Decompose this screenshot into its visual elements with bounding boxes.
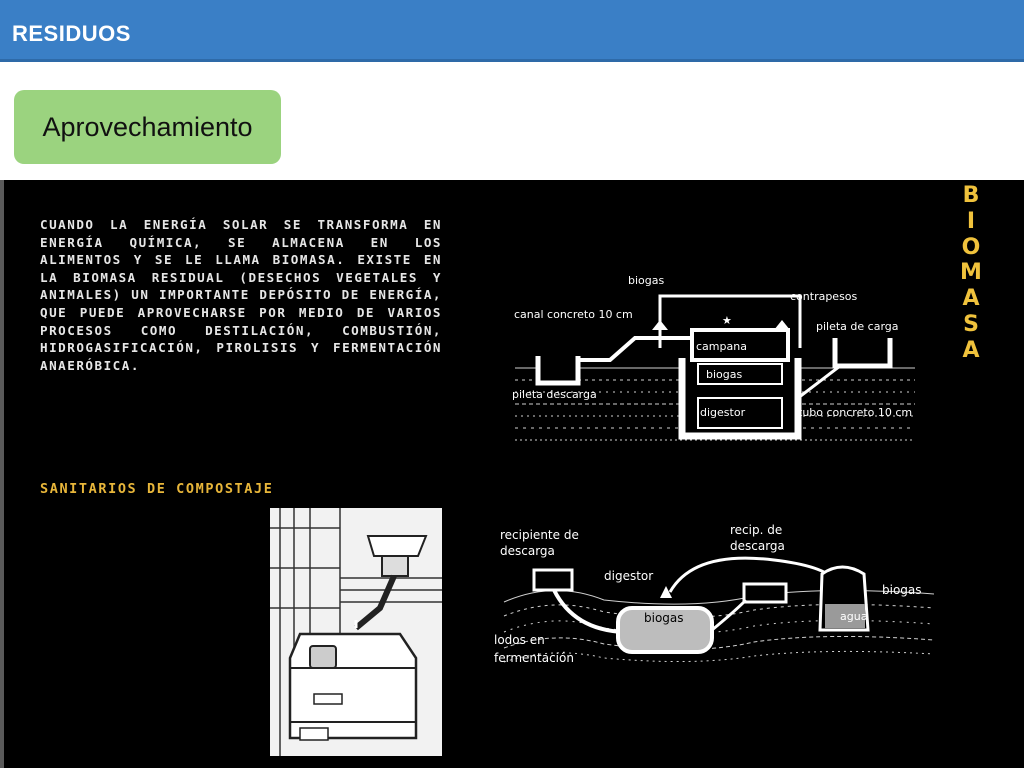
header-title: RESIDUOS	[12, 21, 131, 46]
left-pipe	[578, 338, 690, 360]
label-lodos-1: lodos en	[494, 633, 545, 647]
panel-edge	[0, 180, 4, 768]
left-pit	[538, 356, 578, 383]
biomasa-letter: S	[963, 311, 979, 337]
label-biogas: biogas	[628, 274, 665, 287]
section-label-text: Aprovechamiento	[42, 111, 253, 142]
biomasa-letter: O	[961, 234, 981, 260]
label-recipiente-1: recipiente de	[500, 528, 579, 542]
label-canal: canal concreto 10 cm	[514, 308, 633, 321]
outlet-box	[744, 584, 786, 602]
label-pileta-descarga: pileta descarga	[512, 388, 597, 401]
right-pit	[835, 338, 890, 366]
label-biogas-inner: biogas	[706, 368, 743, 381]
label-contrapesos: contrapesos	[790, 290, 858, 303]
label-campana: campana	[696, 340, 747, 353]
biomasa-letter: A	[962, 337, 980, 363]
inlet-box	[534, 570, 572, 590]
label-recip-1: recip. de	[730, 523, 783, 537]
label-digestor: digestor	[700, 406, 746, 419]
biomasa-letter: A	[962, 286, 980, 312]
biomasa-letter: M	[960, 260, 982, 286]
compost-digester-diagram	[494, 520, 944, 670]
header-bar	[0, 0, 1024, 62]
label-recipiente-2: descarga	[500, 544, 555, 558]
compost-heading: SANITARIOS DE COMPOSTAJE	[40, 481, 274, 497]
label-biogas-center: biogas	[644, 611, 684, 625]
label-tubo: tubo concreto 10 cm	[798, 406, 913, 419]
toilet-bowl	[368, 536, 426, 556]
label-lodos-2: fermentación	[494, 651, 574, 665]
label-agua: agua	[840, 610, 868, 623]
section-label	[14, 90, 281, 164]
label-recip-2: descarga	[730, 539, 785, 553]
biomasa-letter: B	[962, 183, 980, 208]
label-digestor-bottom: digestor	[604, 569, 654, 583]
vertical-title-biomasa	[958, 183, 984, 364]
biodigester-diagram	[510, 268, 940, 450]
biomass-paragraph: CUANDO LA ENERGÍA SOLAR SE TRANSFORMA EN ENERGÍA QUÍMICA, SE ALMACENA EN LOS ALIMENTOS Y SE LE LLAMA BIOMASA. EXISTE EN LA BIOMASA RESIDUAL (DESECHOS VEGETALES Y ANIMALES) UN IMPORTANTE DEPÓSITO DE ENERGÍA, QUE PUEDE APROVECHARSE POR MEDIO DE VARIOS PROCESOS COMO DESTILACIÓN, COMBUSTIÓN, HIDROGASIFICACIÓN, PIROLISIS Y FERMENTACIÓN ANAERÓBICA.	[40, 217, 442, 373]
label-pileta-carga: pileta de carga	[816, 320, 899, 333]
label-biogas-right: biogas	[882, 583, 922, 597]
biomasa-letter: I	[966, 208, 976, 234]
composting-toilet-illustration	[270, 508, 442, 756]
svg-text:★: ★	[722, 314, 732, 327]
